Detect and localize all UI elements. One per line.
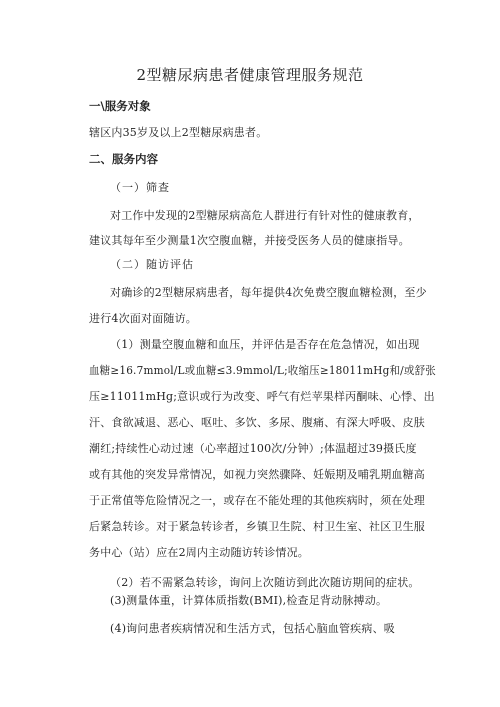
followup-intro-line-2: 进行4次面对面随访。 [89,312,197,325]
subheading-followup: （二）随访评估 [110,258,194,271]
screening-line-1: 对工作中发现的2型糖尿病高危人群进行有针对性的健康教育， [110,209,420,222]
item1-line-1: （1）测量空腹血糖和血压，并评估是否存在危急情况，如出现 [110,338,420,351]
item2-text: （2）若不需紧急转诊，询问上次随访到此次随访期间的症状。 [110,576,420,589]
section-heading-service-target: 一\服务对象 [89,99,151,113]
item1-line-5: 潮红;持续性心动过速（心率超过100次/分钟）;体温超过39摄氏度 [89,442,417,455]
screening-line-2: 建议其每年至少测量1次空腹血糖，并接受医务人员的健康指导。 [89,234,410,247]
item3-text: (3)测量体重，计算体质指数(BMI),检查足背动脉搏动。 [110,594,388,607]
subheading-screening: （一）筛查 [110,181,170,194]
item1-line-6: 或有其他的突发异常情况，如视力突然骤降、妊娠期及哺乳期血糖高 [89,468,425,481]
item1-line-3: 压≥11011mHg;意识或行为改变、呼气有烂苹果样丙酮味、心悸、出 [89,390,435,403]
item4-text: (4)询问患者疾病情况和生活方式，包括心脑血管疾病、吸 [110,622,395,635]
followup-intro-line-1: 对确诊的2型糖尿病患者，每年提供4次免费空腹血糖检测，至少 [110,286,427,299]
service-target-text: 辖区内35岁及以上2型糖尿病患者。 [89,126,268,139]
item1-line-9: 务中心（站）应在2周内主动随访转诊情况。 [89,546,309,559]
item1-line-2: 血糖≥16.7mmol/L或血糖≤3.9mmol/L;收缩压≥18011mHg和/或舒张 [89,364,436,377]
document-title: 2型糖尿病患者健康管理服务规范 [136,66,364,84]
item1-line-8: 后紧急转诊。对于紧急转诊者，乡镇卫生院、村卫生室、社区卫生服 [89,520,425,533]
section-heading-service-content: 二、服务内容 [89,152,158,166]
item1-line-7: 于正常值等危险情况之一，或存在不能处理的其他疾病时，须在处理 [89,494,425,507]
item1-line-4: 汗、食欲减退、恶心、呕吐、多饮、多尿、腹痛、有深大呼吸、皮肤 [89,416,425,429]
